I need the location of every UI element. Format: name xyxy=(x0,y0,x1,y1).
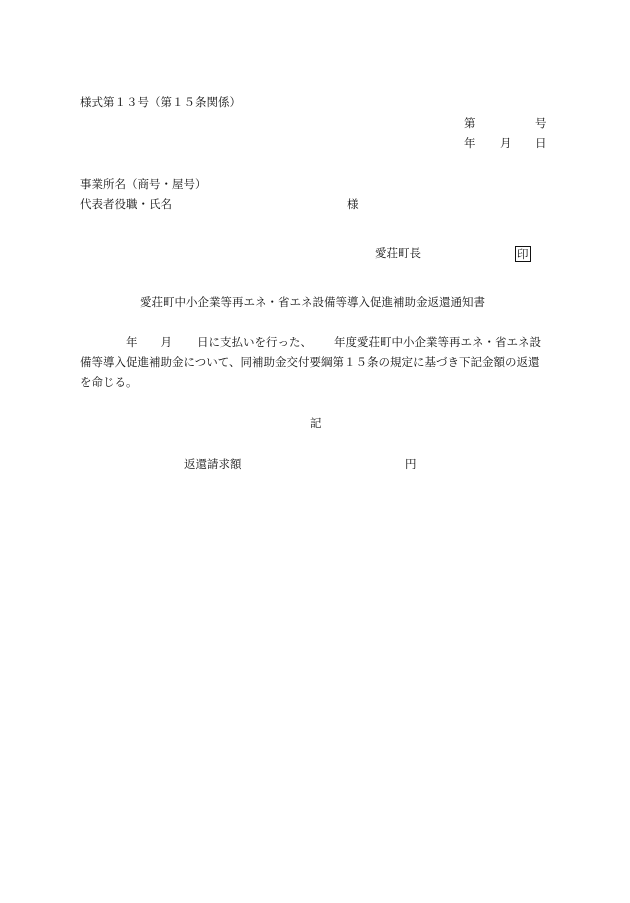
body-line-1 xyxy=(80,332,552,352)
body-paragraph xyxy=(80,332,552,392)
seal-box: 印 xyxy=(517,247,529,261)
refund-label: 返還請求額 xyxy=(184,457,242,471)
doc-date-month: 月 xyxy=(500,136,512,150)
body-month: 月 xyxy=(160,335,172,349)
body-line1-rest: 年度愛荘町中小企業等再エネ・省エネ設 xyxy=(334,335,541,349)
doc-number-prefix: 第 xyxy=(464,116,476,130)
ki-heading: 記 xyxy=(310,416,322,430)
doc-date-year: 年 xyxy=(464,136,476,150)
recipient-office: 事業所名（商号・屋号） xyxy=(80,177,207,191)
recipient-representative: 代表者役職・氏名 xyxy=(80,197,172,211)
body-line-2: 備等導入促進補助金について、同補助金交付要綱第１５条の規定に基づき下記金額の返還 xyxy=(80,355,540,369)
document-title: 愛荘町中小企業等再エネ・省エネ設備等導入促進補助金返還通知書 xyxy=(140,295,485,309)
body-line-3: を命じる。 xyxy=(80,375,138,389)
doc-date-day: 日 xyxy=(535,136,547,150)
doc-number-suffix: 号 xyxy=(535,116,547,130)
issuer-title: 愛荘町長 xyxy=(375,246,421,260)
recipient-honorific: 様 xyxy=(347,197,359,211)
body-day-text: 日に支払いを行った、 xyxy=(197,335,312,349)
body-year: 年 xyxy=(126,335,138,349)
refund-unit: 円 xyxy=(405,457,417,471)
form-label: 様式第１３号（第１５条関係） xyxy=(80,95,241,109)
